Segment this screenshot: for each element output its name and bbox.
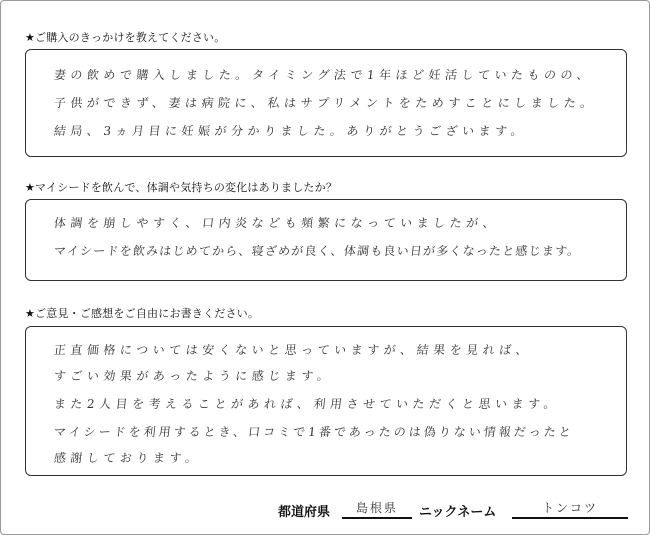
answer-box-comments: [25, 326, 627, 476]
prefecture-label: 都道府県: [278, 505, 331, 520]
answer-line: 正直価格については安くないと思っていますが、結果を見れば、: [53, 343, 533, 357]
answer-line: 結局、3ヵ月目に妊娠が分かりました。ありがとうございます。: [53, 124, 528, 138]
answer-line: すごい効果があったように感じます。: [53, 369, 335, 383]
nickname-value: トンコツ: [512, 499, 628, 519]
answer-line: 体調を崩しやすく、口内炎なども頻繁になっていましたが、: [53, 216, 500, 230]
answer-line: マイシードを飲みはじめてから、寝ざめが良く、体調も良い日が多くなったと感じます。: [53, 244, 582, 258]
answer-line: マイシードを利用するとき、口コミで1番であったのは偽りない情報だったと: [53, 425, 575, 439]
answer-line: 子供ができず、妻は病院に、私はサプリメントをためすことにしました。: [53, 96, 598, 110]
question-condition-change: ★マイシードを飲んで、体調や気持ちの変化はありましたか？: [25, 181, 338, 194]
prefecture-value: 島根県: [342, 499, 412, 519]
answer-box-purchase-reason: [25, 49, 627, 157]
answer-line: 妻の飲めで購入しました。タイミング法で1年ほど妊活していたものの、: [53, 68, 594, 82]
answer-line: また2人目を考えることがあれば、利用させていただくと思います。: [53, 397, 561, 411]
question-comments: ★ご意見・ご感想をご自由にお書きください。: [25, 307, 260, 320]
answer-box-condition-change: [25, 199, 627, 281]
question-purchase-reason: ★ご購入のきっかけを教えてください。: [25, 31, 226, 44]
answer-line: 感謝しております。: [53, 451, 203, 465]
nickname-label: ニックネーム: [419, 505, 497, 520]
